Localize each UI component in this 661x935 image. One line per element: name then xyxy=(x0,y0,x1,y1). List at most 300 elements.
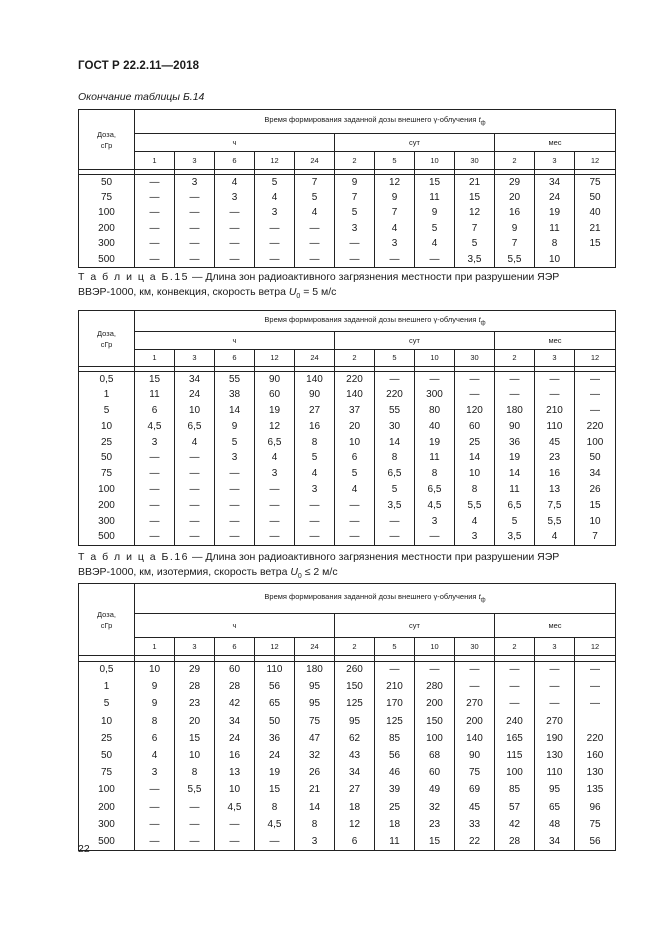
value-cell: 14 xyxy=(295,799,335,816)
value-cell: — xyxy=(295,221,335,237)
value-cell: — xyxy=(255,482,295,498)
data-table-b16 xyxy=(78,583,616,851)
column-header: 2 xyxy=(495,350,535,367)
value-cell: 15 xyxy=(575,237,616,253)
value-cell: 4,5 xyxy=(255,816,295,833)
value-cell: — xyxy=(175,529,215,545)
value-cell: — xyxy=(175,482,215,498)
column-header: 2 xyxy=(335,152,375,170)
value-cell: — xyxy=(495,387,535,403)
value-cell: 23 xyxy=(175,696,215,713)
value-cell: 11 xyxy=(495,482,535,498)
value-cell: 5 xyxy=(295,450,335,466)
value-cell: 36 xyxy=(255,730,295,747)
value-cell: 270 xyxy=(455,696,495,713)
value-cell: 8 xyxy=(255,799,295,816)
value-cell: — xyxy=(215,237,255,253)
page-number: 22 xyxy=(78,843,90,855)
dose-header xyxy=(79,110,135,170)
value-cell: — xyxy=(495,696,535,713)
dose-cell: 5 xyxy=(79,403,135,419)
table-row xyxy=(79,782,616,799)
value-cell: 10 xyxy=(335,435,375,451)
value-cell: — xyxy=(575,372,616,388)
value-cell: 34 xyxy=(575,466,616,482)
value-cell: — xyxy=(215,206,255,222)
value-cell: 16 xyxy=(295,419,335,435)
value-cell: 9 xyxy=(215,419,255,435)
value-cell: — xyxy=(575,679,616,696)
value-cell: 200 xyxy=(415,696,455,713)
value-cell: 21 xyxy=(295,782,335,799)
value-cell: — xyxy=(255,529,295,545)
value-cell: — xyxy=(175,466,215,482)
value-cell xyxy=(575,713,616,730)
value-cell: — xyxy=(335,252,375,268)
value-cell: 7 xyxy=(495,237,535,253)
value-cell: 9 xyxy=(375,190,415,206)
column-header: 12 xyxy=(255,350,295,367)
value-cell: — xyxy=(535,679,575,696)
value-cell: 3 xyxy=(175,175,215,191)
value-cell: — xyxy=(415,662,455,679)
value-cell: — xyxy=(455,387,495,403)
value-cell: 15 xyxy=(175,730,215,747)
dose-unit: сГр xyxy=(100,140,113,150)
table-row xyxy=(79,514,616,530)
value-cell: — xyxy=(535,696,575,713)
value-cell: 3,5 xyxy=(495,529,535,545)
value-cell: 32 xyxy=(295,747,335,764)
value-cell: — xyxy=(135,175,175,191)
value-cell: 8 xyxy=(455,482,495,498)
table-row xyxy=(79,679,616,696)
value-cell: — xyxy=(215,466,255,482)
value-cell: 150 xyxy=(415,713,455,730)
value-cell: 240 xyxy=(495,713,535,730)
column-header: 1 xyxy=(135,152,175,170)
column-header: 1 xyxy=(135,350,175,367)
column-header: 12 xyxy=(255,152,295,170)
value-cell: — xyxy=(175,816,215,833)
column-header: 12 xyxy=(575,638,616,656)
value-cell: 210 xyxy=(535,403,575,419)
caption-table-b14 xyxy=(78,90,614,105)
value-cell: 26 xyxy=(295,765,335,782)
value-cell: 16 xyxy=(215,747,255,764)
value-cell: — xyxy=(415,529,455,545)
value-cell: 27 xyxy=(295,403,335,419)
value-cell: 3 xyxy=(255,466,295,482)
value-cell: 25 xyxy=(375,799,415,816)
value-cell: 3 xyxy=(255,206,295,222)
dose-cell: 100 xyxy=(79,782,135,799)
value-cell: — xyxy=(175,833,215,850)
value-cell: 24 xyxy=(535,190,575,206)
value-cell: — xyxy=(175,206,215,222)
value-cell: — xyxy=(255,833,295,850)
value-cell: 60 xyxy=(415,765,455,782)
time-symbol: t xyxy=(478,592,481,602)
value-cell: 15 xyxy=(415,175,455,191)
value-cell: 42 xyxy=(495,816,535,833)
value-cell: 180 xyxy=(495,403,535,419)
value-cell: — xyxy=(495,372,535,388)
table-row xyxy=(79,529,616,545)
caption-end: ≤ 2 м/с xyxy=(301,566,338,578)
value-cell: 15 xyxy=(255,782,295,799)
table-row xyxy=(79,419,616,435)
value-cell: 14 xyxy=(375,435,415,451)
dose-cell: 100 xyxy=(79,206,135,222)
value-cell: 12 xyxy=(335,816,375,833)
value-cell: 4 xyxy=(255,190,295,206)
value-cell: 220 xyxy=(335,372,375,388)
value-cell: 57 xyxy=(495,799,535,816)
time-header-text: Время формирования заданной дозы внешнего γ-облучения xyxy=(264,592,479,602)
value-cell: 8 xyxy=(375,450,415,466)
value-cell: 19 xyxy=(255,765,295,782)
value-cell: — xyxy=(375,372,415,388)
table-row xyxy=(79,175,616,191)
dose-label: Доза, xyxy=(97,609,116,619)
value-cell: 33 xyxy=(455,816,495,833)
value-cell: 6 xyxy=(335,833,375,850)
time-header xyxy=(135,584,616,614)
dose-cell: 75 xyxy=(79,466,135,482)
caption-end: = 5 м/с xyxy=(300,286,337,298)
value-cell: — xyxy=(175,799,215,816)
caption-text: — Длина зон радиоактивного загрязнения местности при разрушении ЯЭР ВВЭР-1000, км, конвекция, скорость ветра xyxy=(78,271,560,298)
value-cell: 6,5 xyxy=(415,482,455,498)
value-cell: — xyxy=(135,237,175,253)
column-header: 24 xyxy=(295,350,335,367)
value-cell: — xyxy=(255,514,295,530)
value-cell: — xyxy=(495,679,535,696)
value-cell: 8 xyxy=(535,237,575,253)
dose-cell: 25 xyxy=(79,730,135,747)
value-cell: 4 xyxy=(255,450,295,466)
value-cell: 3 xyxy=(415,514,455,530)
value-cell: 7 xyxy=(575,529,616,545)
table-row xyxy=(79,435,616,451)
value-cell: — xyxy=(135,450,175,466)
value-cell: 110 xyxy=(255,662,295,679)
value-cell: 5,5 xyxy=(455,498,495,514)
value-cell: 4 xyxy=(375,221,415,237)
value-cell: 5 xyxy=(455,237,495,253)
value-cell: 3 xyxy=(215,190,255,206)
value-cell: 34 xyxy=(535,833,575,850)
value-cell: 5,5 xyxy=(495,252,535,268)
value-cell: 3 xyxy=(375,237,415,253)
value-cell: — xyxy=(455,372,495,388)
value-cell: 24 xyxy=(255,747,295,764)
value-cell: 11 xyxy=(375,833,415,850)
document-header: ГОСТ Р 22.2.11—2018 xyxy=(78,60,200,72)
value-cell: 13 xyxy=(535,482,575,498)
unit-group-header: ч xyxy=(135,134,335,152)
value-cell: 14 xyxy=(495,466,535,482)
value-cell: 46 xyxy=(375,765,415,782)
value-cell: 50 xyxy=(575,190,616,206)
value-cell: — xyxy=(375,662,415,679)
value-cell: — xyxy=(535,387,575,403)
value-cell: 11 xyxy=(415,450,455,466)
value-cell: 200 xyxy=(455,713,495,730)
value-cell: 190 xyxy=(535,730,575,747)
value-cell: — xyxy=(335,498,375,514)
value-cell: 100 xyxy=(495,765,535,782)
column-header: 3 xyxy=(535,152,575,170)
value-cell: 43 xyxy=(335,747,375,764)
data-table-b14 xyxy=(78,109,616,268)
column-header: 10 xyxy=(415,350,455,367)
value-cell: 28 xyxy=(495,833,535,850)
value-cell: 20 xyxy=(495,190,535,206)
value-cell: 10 xyxy=(175,747,215,764)
value-cell: — xyxy=(375,529,415,545)
value-cell: — xyxy=(175,190,215,206)
value-cell: — xyxy=(575,696,616,713)
value-cell: — xyxy=(215,833,255,850)
value-cell xyxy=(575,252,616,268)
value-cell: 26 xyxy=(575,482,616,498)
value-cell: 37 xyxy=(335,403,375,419)
dose-cell: 500 xyxy=(79,529,135,545)
column-header: 3 xyxy=(535,350,575,367)
value-cell: 48 xyxy=(535,816,575,833)
value-cell: 69 xyxy=(455,782,495,799)
value-cell: 19 xyxy=(495,450,535,466)
unit-group-header: сут xyxy=(335,134,495,152)
value-cell: 4 xyxy=(295,206,335,222)
value-cell: — xyxy=(175,221,215,237)
value-cell: 135 xyxy=(575,782,616,799)
value-cell: 19 xyxy=(255,403,295,419)
value-cell: — xyxy=(255,237,295,253)
value-cell: 95 xyxy=(335,713,375,730)
value-cell: 3 xyxy=(215,450,255,466)
value-cell: 15 xyxy=(135,372,175,388)
column-header: 2 xyxy=(335,638,375,656)
value-cell: 16 xyxy=(495,206,535,222)
value-cell: 75 xyxy=(575,175,616,191)
value-cell: — xyxy=(415,372,455,388)
value-cell: — xyxy=(135,221,175,237)
dose-unit: сГр xyxy=(100,620,113,630)
value-cell: 90 xyxy=(495,419,535,435)
value-cell: 300 xyxy=(415,387,455,403)
value-cell: 15 xyxy=(575,498,616,514)
value-cell: — xyxy=(175,252,215,268)
caption-symbol: U xyxy=(288,286,297,298)
value-cell: 110 xyxy=(535,765,575,782)
value-cell: — xyxy=(455,679,495,696)
value-cell: — xyxy=(135,782,175,799)
table-row xyxy=(79,190,616,206)
table-row xyxy=(79,696,616,713)
value-cell: 95 xyxy=(295,679,335,696)
dose-cell: 200 xyxy=(79,221,135,237)
column-header: 3 xyxy=(175,350,215,367)
value-cell: — xyxy=(135,498,175,514)
dose-cell: 10 xyxy=(79,419,135,435)
value-cell: 80 xyxy=(415,403,455,419)
value-cell: 3 xyxy=(135,435,175,451)
value-cell: 140 xyxy=(295,372,335,388)
value-cell: 8 xyxy=(135,713,175,730)
table-row xyxy=(79,221,616,237)
value-cell: 4,5 xyxy=(135,419,175,435)
value-cell: 170 xyxy=(375,696,415,713)
value-cell: 220 xyxy=(375,387,415,403)
table-row xyxy=(79,482,616,498)
value-cell: 11 xyxy=(135,387,175,403)
value-cell: — xyxy=(295,498,335,514)
value-cell: 3 xyxy=(335,221,375,237)
value-cell: — xyxy=(375,252,415,268)
value-cell: 65 xyxy=(535,799,575,816)
column-header: 30 xyxy=(455,350,495,367)
data-table-b15 xyxy=(78,310,616,546)
value-cell: — xyxy=(575,662,616,679)
value-cell: 75 xyxy=(455,765,495,782)
value-cell: 13 xyxy=(215,765,255,782)
value-cell: 180 xyxy=(295,662,335,679)
caption-lead: Окончание таблицы Б.14 xyxy=(78,91,205,103)
value-cell: 56 xyxy=(255,679,295,696)
value-cell: 8 xyxy=(295,816,335,833)
value-cell: 11 xyxy=(415,190,455,206)
value-cell: 4 xyxy=(135,747,175,764)
value-cell: — xyxy=(135,816,175,833)
caption-subscript: 0 xyxy=(296,293,301,301)
column-header: 30 xyxy=(455,152,495,170)
dose-cell: 300 xyxy=(79,237,135,253)
value-cell: 10 xyxy=(175,403,215,419)
value-cell: — xyxy=(135,482,175,498)
value-cell: 12 xyxy=(455,206,495,222)
value-cell: 9 xyxy=(135,696,175,713)
time-subscript: ф xyxy=(480,597,486,604)
value-cell: 42 xyxy=(215,696,255,713)
value-cell: 62 xyxy=(335,730,375,747)
value-cell: — xyxy=(175,498,215,514)
value-cell: 34 xyxy=(215,713,255,730)
table-row xyxy=(79,713,616,730)
dose-label: Доза, xyxy=(97,328,116,338)
value-cell: 100 xyxy=(575,435,616,451)
dose-cell: 50 xyxy=(79,450,135,466)
column-header: 2 xyxy=(495,638,535,656)
column-header: 2 xyxy=(495,152,535,170)
unit-group-header: мес xyxy=(495,332,616,350)
column-header: 10 xyxy=(415,152,455,170)
value-cell: 115 xyxy=(495,747,535,764)
value-cell: 9 xyxy=(135,679,175,696)
caption-subscript: 0 xyxy=(297,573,302,581)
column-header: 5 xyxy=(375,350,415,367)
table-row xyxy=(79,387,616,403)
value-cell: — xyxy=(295,252,335,268)
value-cell: 6 xyxy=(335,450,375,466)
time-header-text: Время формирования заданной дозы внешнего γ-облучения xyxy=(264,314,479,324)
value-cell: 18 xyxy=(375,816,415,833)
column-header: 24 xyxy=(295,638,335,656)
value-cell: — xyxy=(215,514,255,530)
value-cell: 49 xyxy=(415,782,455,799)
column-header: 12 xyxy=(255,638,295,656)
column-header: 6 xyxy=(215,638,255,656)
value-cell: 34 xyxy=(175,372,215,388)
value-cell: 4,5 xyxy=(415,498,455,514)
dose-cell: 200 xyxy=(79,498,135,514)
value-cell: 3 xyxy=(135,765,175,782)
value-cell: 30 xyxy=(375,419,415,435)
value-cell: 32 xyxy=(415,799,455,816)
value-cell: 7 xyxy=(335,190,375,206)
value-cell: 165 xyxy=(495,730,535,747)
column-header: 1 xyxy=(135,638,175,656)
table-row xyxy=(79,816,616,833)
value-cell: 5,5 xyxy=(175,782,215,799)
table-row xyxy=(79,498,616,514)
column-header: 30 xyxy=(455,638,495,656)
value-cell: 100 xyxy=(415,730,455,747)
column-header: 10 xyxy=(415,638,455,656)
value-cell: — xyxy=(575,403,616,419)
value-cell: 23 xyxy=(415,816,455,833)
value-cell: 260 xyxy=(335,662,375,679)
dose-cell: 25 xyxy=(79,435,135,451)
value-cell: 6,5 xyxy=(495,498,535,514)
value-cell: 29 xyxy=(175,662,215,679)
table-row xyxy=(79,765,616,782)
value-cell: 34 xyxy=(335,765,375,782)
column-header: 5 xyxy=(375,152,415,170)
value-cell: 7 xyxy=(375,206,415,222)
value-cell: 56 xyxy=(375,747,415,764)
column-header: 5 xyxy=(375,638,415,656)
dose-cell: 300 xyxy=(79,514,135,530)
time-header-text: Время формирования заданной дозы внешнего γ-облучения xyxy=(264,115,479,125)
value-cell: — xyxy=(295,529,335,545)
value-cell: 28 xyxy=(215,679,255,696)
value-cell: 36 xyxy=(495,435,535,451)
column-header: 12 xyxy=(575,350,616,367)
value-cell: 220 xyxy=(575,730,616,747)
value-cell: 27 xyxy=(335,782,375,799)
value-cell: 96 xyxy=(575,799,616,816)
table-row xyxy=(79,730,616,747)
table-row xyxy=(79,372,616,388)
value-cell: — xyxy=(175,514,215,530)
value-cell: 90 xyxy=(295,387,335,403)
value-cell: 5 xyxy=(295,190,335,206)
table-row xyxy=(79,833,616,850)
column-header: 2 xyxy=(335,350,375,367)
dose-cell: 50 xyxy=(79,747,135,764)
value-cell: 15 xyxy=(455,190,495,206)
dose-cell: 0,5 xyxy=(79,372,135,388)
column-header: 3 xyxy=(535,638,575,656)
unit-group-header: сут xyxy=(335,614,495,638)
value-cell: — xyxy=(375,514,415,530)
value-cell: — xyxy=(215,482,255,498)
value-cell: 9 xyxy=(415,206,455,222)
value-cell: 4 xyxy=(415,237,455,253)
